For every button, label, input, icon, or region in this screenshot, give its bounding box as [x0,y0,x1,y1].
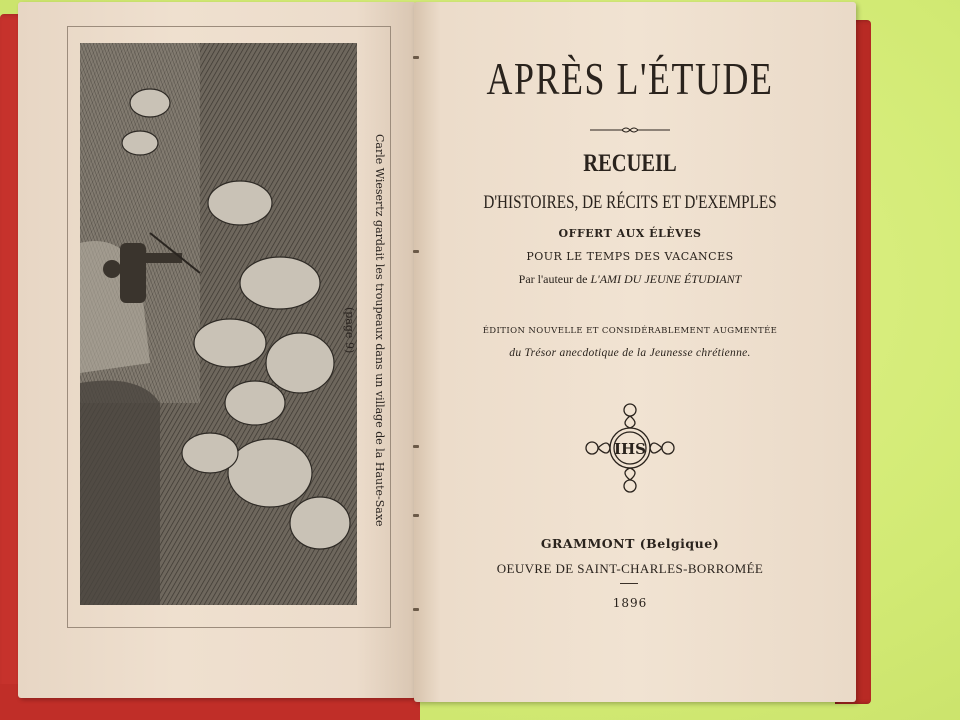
edition-subline: du Trésor anecdotique de la Jeunesse chrétienne. [509,347,751,359]
subtitle-line: D'HISTOIRES, DE RÉCITS ET D'EXEMPLES [483,192,777,213]
binding-stitch [413,514,419,517]
binding-stitch [413,608,419,611]
vacances-line: POUR LE TEMPS DES VACANCES [526,250,734,263]
book-title: APRÈS L'ÉTUDE [486,53,774,104]
author-prefix: Par l'auteur de [518,272,588,286]
offert-line: OFFERT AUX ÉLÈVES [558,227,702,240]
short-rule [620,583,638,584]
author-work-title: L'AMI DU JEUNE ÉTUDIANT [590,272,742,286]
binding-stitch [413,445,419,448]
author-line [430,272,830,287]
ihs-emblem-icon [578,398,682,498]
illustration-caption: Carle Wiesertz gardait les troupeaux dans un village de la Haute-Saxe (page 9) [343,133,386,527]
publisher-name: OEUVRE DE SAINT-CHARLES-BORROMÉE [496,561,764,576]
edition-line: ÉDITION NOUVELLE ET CONSIDÉRABLEMENT AUGMENTÉE [482,326,778,336]
publisher-city: GRAMMONT (Belgique) [540,536,720,551]
binding-stitch [413,56,419,59]
shepherd-engraving-image [80,43,357,605]
title-ornament-divider [590,125,670,135]
emblem-letters: IHS [613,440,647,458]
engraving-illustration [80,43,357,605]
recueil-heading: RECUEIL [583,150,677,177]
publication-year: 1896 [612,596,648,610]
binding-stitch [413,250,419,253]
